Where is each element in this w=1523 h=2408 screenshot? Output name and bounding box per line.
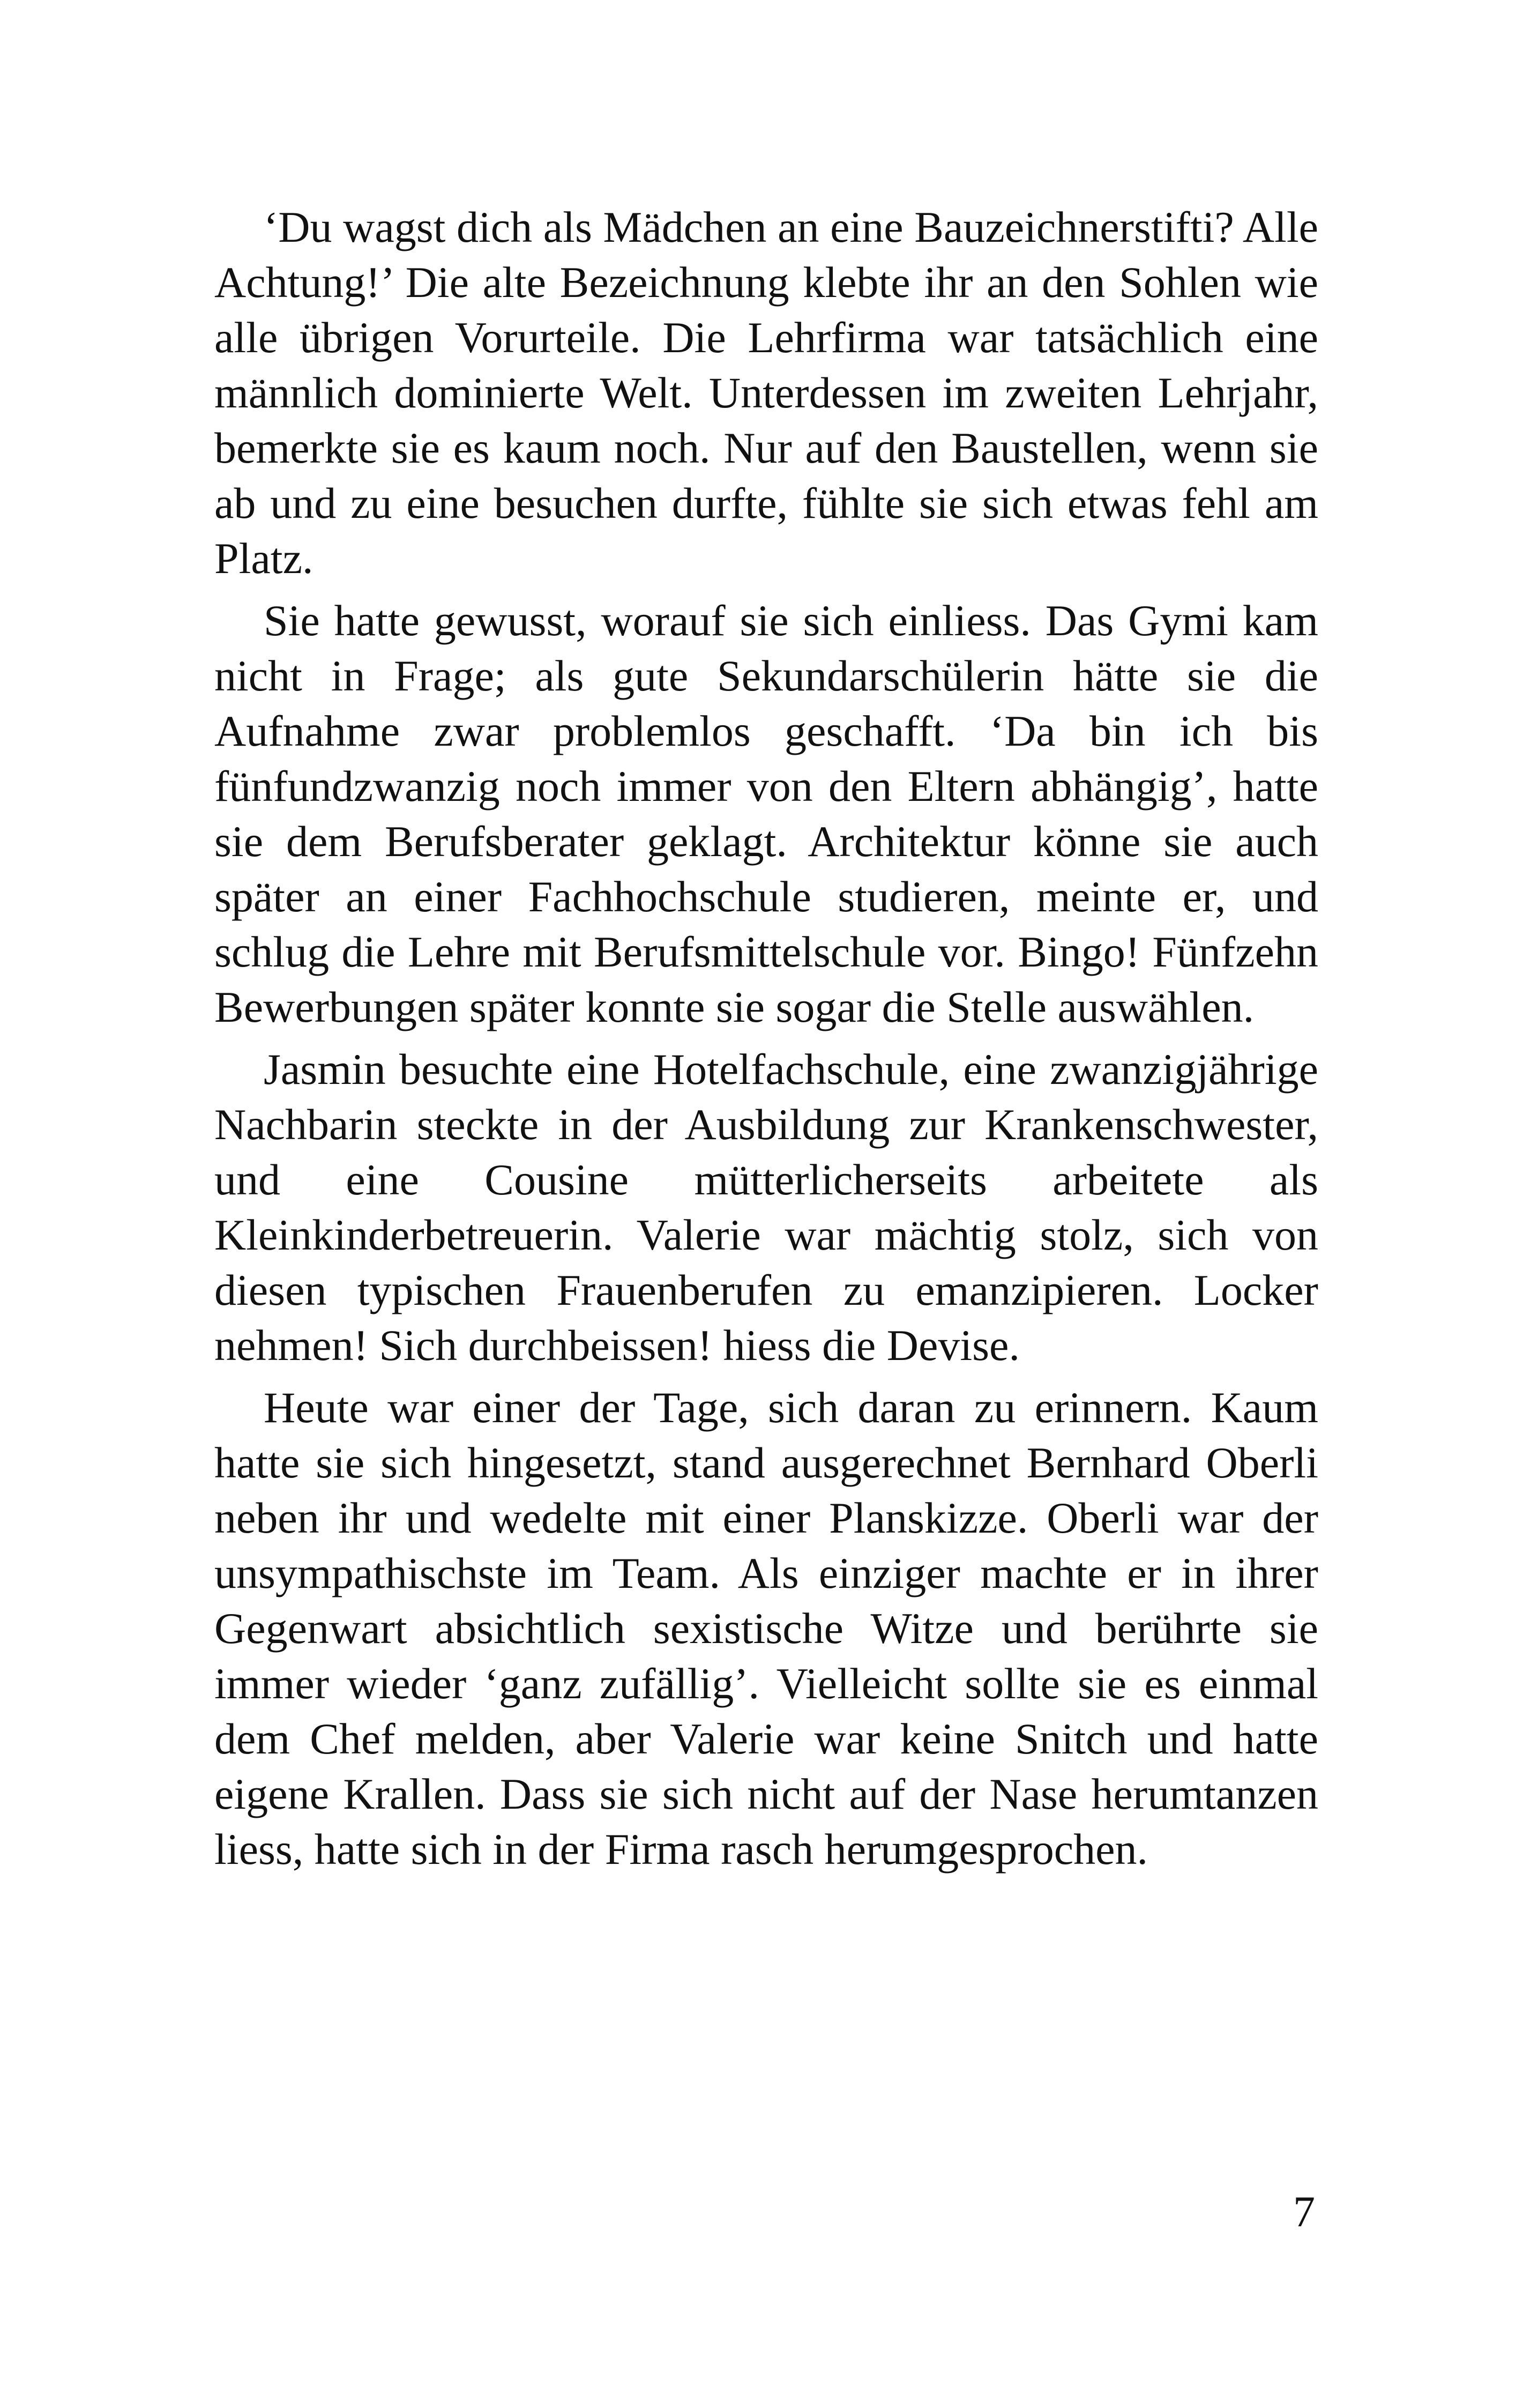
paragraph-3: Jasmin besuchte eine Hotelfachschule, eine zwanzigjährige Nachbarin steckte in der Ausbildung zur Krankenschwester, und eine Cousine mütterlicherseits arbeitete als Kleinkinderbetreuerin. Valerie war mächtig stolz, sich von diesen typischen Frauenberufen zu emanzipieren. Locker nehmen! Sich durchbeissen! hiess die Devise. bbox=[214, 1045, 1318, 1370]
paragraph-4: Heute war einer der Tage, sich daran zu erinnern. Kaum hatte sie sich hingesetzt, stand ausgerechnet Bernhard Oberli neben ihr und wedelte mit einer Planskizze. Oberli war der unsympathischste im Team. Als einziger machte er in ihrer Gegenwart absichtlich sexistische Witze und berührte sie immer wieder ‘ganz zufällig’. Vielleicht sollte sie es einmal dem Chef melden, aber Valerie war keine Snitch und hatte eigene Krallen. Dass sie sich nicht auf der Nase herumtanzen liess, hatte sich in der Firma rasch herumgesprochen. bbox=[214, 1383, 1318, 1874]
page-number: 7 bbox=[1293, 2187, 1315, 2236]
paragraph-1: ‘Du wagst dich als Mädchen an eine Bauzeichnerstifti? Alle Achtung!’ Die alte Bezeichnung klebte ihr an den Sohlen wie alle übrigen Vorurteile. Die Lehrfirma war tatsächlich eine männlich dominierte Welt. Unterdessen im zweiten Lehrjahr, bemerkte sie es kaum noch. Nur auf den Baustellen, wenn sie ab und zu eine besuchen durfte, fühlte sie sich etwas fehl am Platz. bbox=[214, 203, 1318, 583]
body-text bbox=[214, 199, 1318, 1877]
paragraph-2: Sie hatte gewusst, worauf sie sich einliess. Das Gymi kam nicht in Frage; als gute Sekundarschülerin hätte sie die Aufnahme zwar problemlos geschafft. ‘Da bin ich bis fünfundzwanzig noch immer von den Eltern abhängig’, hatte sie dem Berufsberater geklagt. Architektur könne sie auch später an einer Fachhochschule studieren, meinte er, und schlug die Lehre mit Berufsmittelschule vor. Bingo! Fünfzehn Bewerbungen später konnte sie sogar die Stelle auswählen. bbox=[214, 596, 1318, 1031]
